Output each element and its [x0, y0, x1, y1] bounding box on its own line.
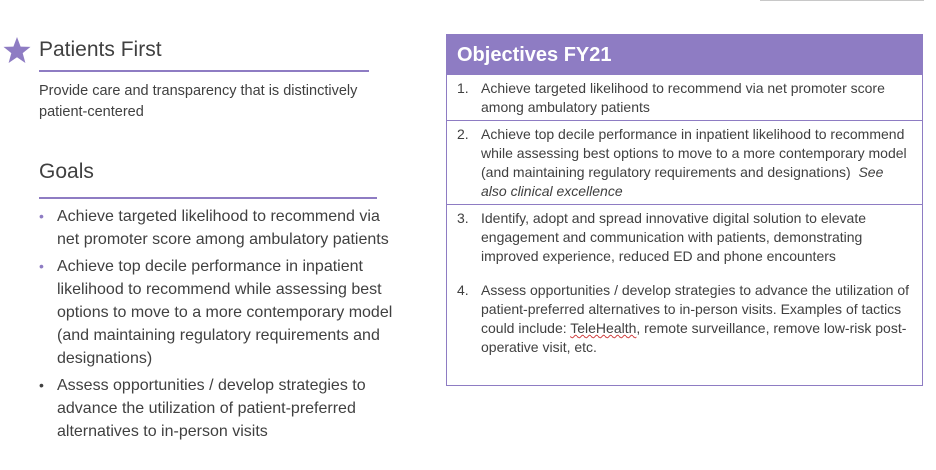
objective-highlight: TeleHealth: [570, 320, 637, 336]
objectives-box: [446, 34, 923, 386]
objective-number: 1.: [457, 80, 469, 96]
star-icon: [2, 36, 32, 66]
objective-text: Assess opportunities / develop strategies to advance the utilization of patient-preferred alternatives to in-person visits. Examples of tactics could include:: [481, 282, 910, 336]
section-description: Provide care and transparency that is distinctively patient-centered: [39, 83, 358, 120]
goal-text: Assess opportunities / develop strategies to advance the utilization of patient-preferred alternatives to in-person visits: [57, 377, 366, 440]
objective-text: Achieve top decile performance in inpatient likelihood to recommend while assessing best options to move to a more contemporary model (and maintaining regulatory requirements and designations): [481, 126, 907, 180]
objective-number: 3.: [457, 210, 469, 226]
goal-text: Achieve top decile performance in inpatient likelihood to recommend while assessing best options to move to a more contemporary model (and maintaining regulatory requirements and designations): [57, 258, 393, 367]
bullet-icon: •: [39, 377, 44, 393]
objective-text-tail: , remote surveillance, remove low-risk post-operative visit, etc.: [481, 320, 907, 355]
title-underline: [39, 70, 369, 72]
goals-heading: Goals: [39, 160, 94, 183]
objective-number: 4.: [457, 282, 469, 298]
section-title: Patients First: [39, 38, 162, 61]
objective-text: Identify, adopt and spread innovative digital solution to elevate engagement and communication with patients, demonstrating improved experience, reduced ED and phone encounters: [481, 210, 866, 264]
corner-divider: [760, 0, 924, 1]
objective-number: 2.: [457, 126, 469, 142]
objective-note: See also clinical excellence: [481, 164, 884, 199]
goals-underline: [39, 197, 377, 199]
objective-item: [447, 269, 922, 360]
goals-list: [39, 205, 394, 447]
objectives-header: Objectives FY21: [447, 35, 922, 75]
goal-item: [39, 205, 394, 251]
objective-item: [447, 75, 922, 120]
goal-item: [39, 255, 394, 370]
bullet-icon: •: [39, 258, 44, 274]
objective-text: Achieve targeted likelihood to recommend via net promoter score among ambulatory patients: [481, 80, 885, 115]
goal-text: Achieve targeted likelihood to recommend via net promoter score among ambulatory patients: [57, 208, 389, 248]
objective-item: [447, 120, 922, 204]
bullet-icon: •: [39, 208, 44, 224]
objective-item: [447, 204, 922, 269]
goal-item: [39, 374, 394, 443]
